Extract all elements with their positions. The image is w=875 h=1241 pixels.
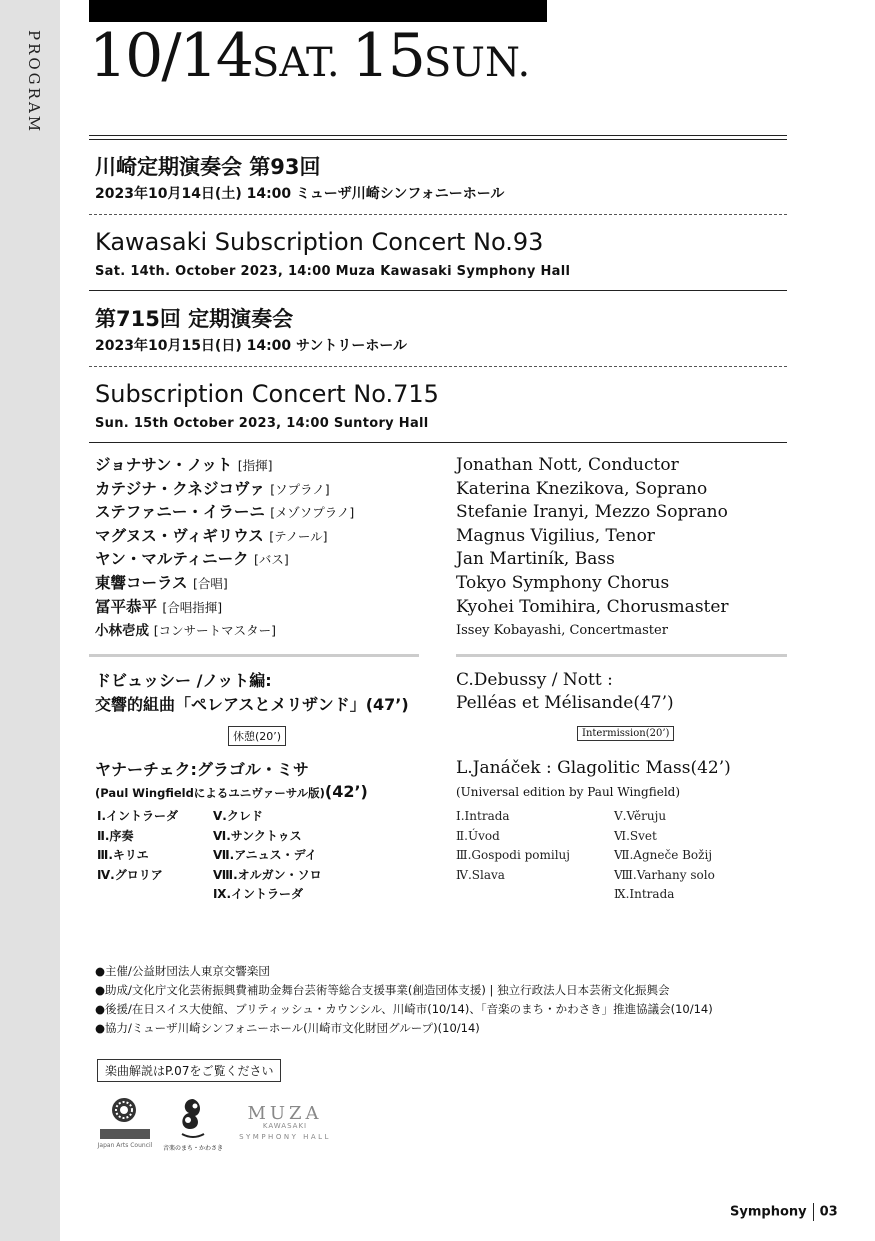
performer-jp: ジョナサン・ノット [指揮] [95,456,273,474]
performer-en: Jonathan Nott, Conductor [456,455,679,475]
performer-en: Kyohei Tomihira, Chorusmaster [456,596,729,617]
movement: Ⅲ.キリエ [97,848,149,862]
performer-jp: 東響コーラス [合唱] [95,573,228,592]
credit-line: ●後援/在日スイス大使館、ブリティッシュ・カウンシル、川崎市(10/14)、「音楽のまち・かわさき」推進協議会(10/14) [95,1002,713,1016]
performer-en: Tokyo Symphony Chorus [456,572,670,593]
performer-en: Stefanie Iranyi, Mezzo Soprano [456,502,728,523]
movement: Ⅰ.Intrada [456,809,510,823]
work2-jp-title: ヤナーチェク:グラゴル・ミサ [95,760,309,779]
footer-separator [813,1203,814,1221]
performers-en [456,454,729,643]
commentary-note: 楽曲解説はP.07をご覧ください [97,1059,281,1082]
concert-dates [89,21,542,91]
intermission-en: Intermission(20’) [577,726,674,741]
gray-divider [89,654,419,657]
work1-jp-composer: ドビュッシー /ノット編: [95,671,272,690]
movement: Ⅵ.サンクトゥス [213,828,302,843]
concert1-en-subtitle: Sat. 14th. October 2023, 14:00 Muza Kawasaki Symphony Hall [95,264,571,279]
work2-en-title: L.Janáček : Glagolitic Mass(42’) [456,758,731,778]
muza-logo: MUZA KAWASAKI SYMPHONY HALL [239,1103,331,1141]
gray-divider [456,654,787,657]
magazine-name: Symphony [730,1204,807,1220]
header-bar [89,0,547,22]
arts-council-logo: Japan Arts Council [96,1096,154,1156]
performers-jp [95,454,354,644]
performer-jp: 小林壱成 [コンサートマスター] [95,623,276,640]
movement: Ⅳ.グロリア [97,867,163,882]
movement: Ⅲ.Gospodi pomiluj [456,848,571,862]
performer-en: Jan Martiník, Bass [456,549,615,570]
movement: Ⅷ.Varhany solo [614,867,715,882]
work1-en-composer: C.Debussy / Nott : [456,670,613,690]
movement: Ⅴ.Věruju [614,809,667,823]
movement: Ⅵ.Svet [614,828,657,843]
performer-en: Katerina Knezikova, Soprano [456,478,708,499]
credit-line: ●協力/ミューザ川崎シンフォニーホール(川崎市文化財団グループ)(10/14) [95,1021,480,1035]
concert1-en-title: Kawasaki Subscription Concert No.93 [95,228,544,256]
page-number: 03 [819,1204,838,1220]
movement: Ⅳ.Slava [456,867,505,882]
concert2-jp-subtitle: 2023年10月15日(日) 14:00 サントリーホール [95,338,408,354]
divider [89,290,787,291]
performer-jp: マグヌス・ヴィギリウス [テノール] [95,526,328,545]
performer-jp: ステファニー・イラーニ [メゾソプラノ] [95,503,355,522]
movements-jp-col2 [213,807,322,905]
sidebar-label: PROGRAM [25,30,43,135]
divider [89,442,787,443]
sidebar [0,0,60,1241]
double-divider [89,135,787,140]
movement: Ⅱ.Úvod [456,828,500,843]
work1-jp-title: 交響的組曲「ペレアスとメリザンド」(47’) [95,695,409,714]
date2-day: SUN. [423,40,531,86]
performer-jp: カテジナ・クネジコヴァ [ソプラノ] [95,479,330,498]
movements-jp-col1 [97,807,178,885]
concert2-en-title: Subscription Concert No.715 [95,380,439,408]
performer-jp: ヤン・マルティニーク [バス] [95,550,289,569]
concert1-jp-subtitle: 2023年10月14日(土) 14:00 ミューザ川崎シンフォニーホール [95,186,505,202]
movement: Ⅱ.序奏 [97,828,134,843]
credit-line: ●主催/公益財団法人東京交響楽団 [95,964,270,978]
date1-day: SAT. [251,40,340,86]
work2-jp-edition: (Paul Wingfieldによるユニヴァーサル版)(42’) [95,782,368,801]
credits [95,962,713,1038]
movements-en-col2 [614,807,715,905]
page-footer [730,1203,838,1221]
movement: Ⅸ.イントラーダ [213,887,304,901]
movement: Ⅴ.クレド [213,809,263,823]
music-city-logo: 音楽のまち・かわさき [162,1096,224,1156]
performer-en: Magnus Vigilius, Tenor [456,525,655,546]
movement: Ⅶ.Agneče Božij [614,848,713,862]
work1-en-title: Pelléas et Mélisande(47’) [456,693,674,713]
performer-jp: 冨平恭平 [合唱指揮] [95,597,223,616]
movement: Ⅰ.イントラーダ [97,809,179,823]
dashed-divider [89,214,787,215]
performer-en: Issey Kobayashi, Concertmaster [456,623,668,639]
concert1-jp-title: 川崎定期演奏会 第93回 [95,155,321,179]
movement: Ⅷ.オルガン・ソロ [213,867,322,882]
date2-number: 15 [351,21,424,91]
work2-en-edition: (Universal edition by Paul Wingfield) [456,785,681,799]
dashed-divider [89,366,787,367]
movement: Ⅸ.Intrada [614,887,675,901]
credit-line: ●助成/文化庁文化芸術振興費補助金舞台芸術等総合支援事業(創造団体支援) | 独立行政法人日本芸術文化振興会 [95,983,670,997]
movement: Ⅶ.アニュス・デイ [213,848,317,862]
intermission-jp: 休憩(20’) [228,726,286,746]
concert2-en-subtitle: Sun. 15th October 2023, 14:00 Suntory Hall [95,416,429,431]
concert2-jp-title: 第715回 定期演奏会 [95,307,294,331]
date1-number: 10/14 [89,21,252,91]
movements-en-col1 [456,807,570,885]
